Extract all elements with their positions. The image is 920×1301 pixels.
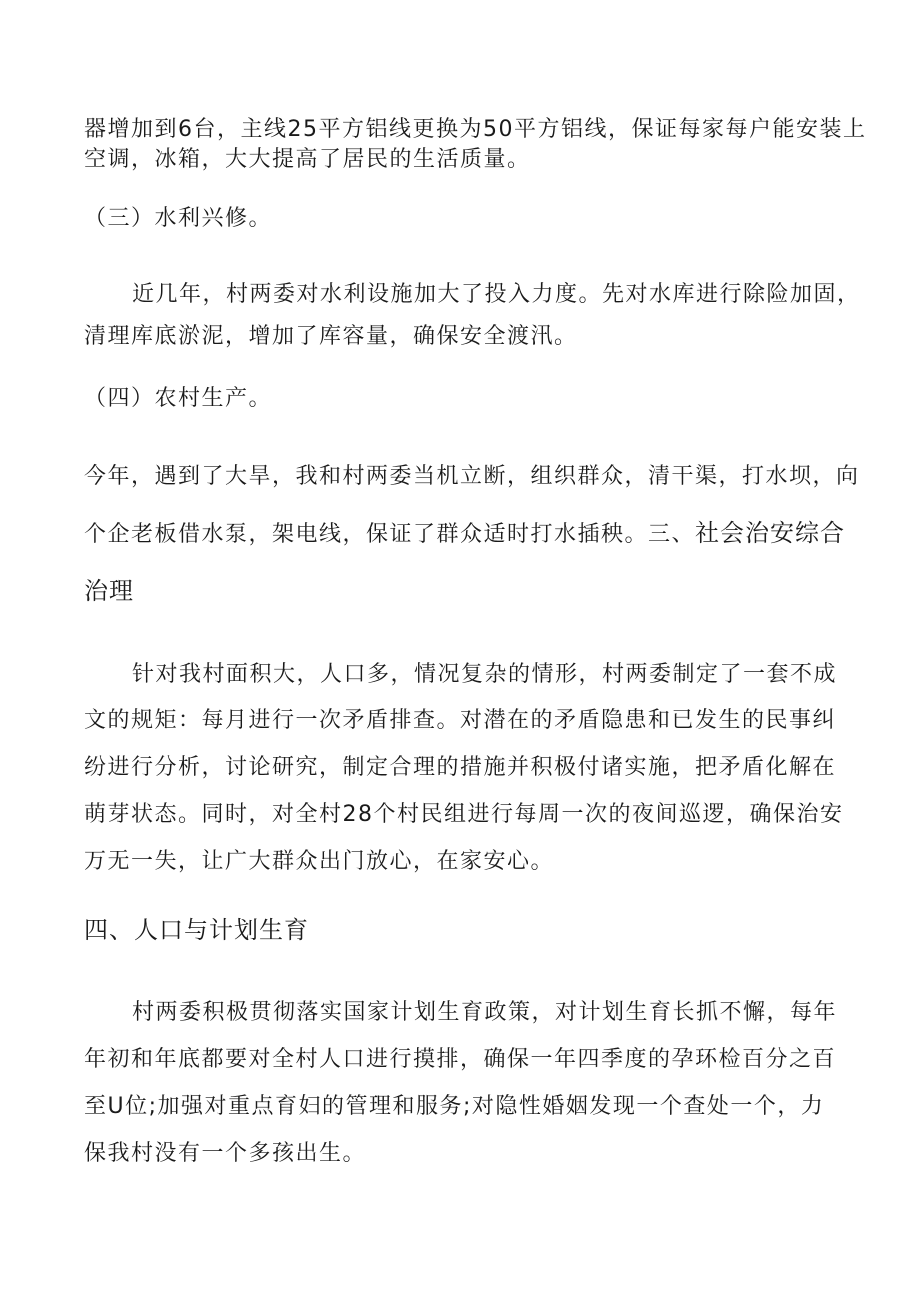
- para-4-line-1: 针对我村面积大，人口多，情况复杂的情形，村两委制定了一套不成: [132, 662, 838, 687]
- section-heading-4: （四）农村生产。: [84, 386, 273, 411]
- para-4-line-2: 文的规矩：每月进行一次矛盾排查。对潜在的矛盾隐患和已发生的民事纠: [84, 708, 837, 733]
- para-3-line-1: 今年，遇到了大旱，我和村两委当机立断，组织群众，清干渠，打水坝，向: [84, 464, 860, 489]
- para-5-line-1: 村两委积极贯彻落实国家计划生育政策，对计划生育长抓不懈，每年: [132, 1000, 838, 1025]
- para-2-line-2: 清理库底淤泥，增加了库容量，确保安全渡汛。: [84, 324, 578, 349]
- para-4-line-4: 萌芽状态。同时，对全村28个村民组进行每周一次的夜间巡逻，确保治安: [84, 802, 844, 827]
- para-3-line-2: [84, 518, 845, 550]
- para-1-line-1: 器增加到6台，主线25平方铝线更换为50平方铝线，保证每家每户能安装上: [84, 117, 867, 142]
- heading-4: 四、人口与计划生育: [84, 916, 309, 944]
- para-5-line-2: 年初和年底都要对全村人口进行摸排，确保一年四季度的孕环检百分之百: [84, 1047, 837, 1072]
- para-4-line-3: 纷进行分析，讨论研究，制定合理的措施并积极付诸实施，把矛盾化解在: [84, 755, 837, 780]
- para-5-line-4: 保我村没有一个多孩出生。: [84, 1141, 367, 1166]
- heading-3-inline: 社会治安综合: [695, 519, 846, 547]
- para-2-line-1: 近几年，村两委对水利设施加大了投入力度。先对水库进行除险加固，: [132, 282, 861, 307]
- section-heading-3: （三）水利兴修。: [84, 206, 273, 231]
- para-1-line-2: 空调，冰箱，大大提高了居民的生活质量。: [84, 147, 531, 172]
- para-5-line-3: 至U位;加强对重点育妇的管理和服务;对隐性婚姻发现一个查处一个，力: [84, 1094, 825, 1119]
- para-3-line-2-text: 个企老板借水泵，架电线，保证了群众适时打水插秧。三、: [84, 522, 696, 547]
- heading-3-continuation: 治理: [84, 577, 134, 605]
- para-4-line-5: 万无一失，让广大群众出门放心，在家安心。: [84, 849, 555, 874]
